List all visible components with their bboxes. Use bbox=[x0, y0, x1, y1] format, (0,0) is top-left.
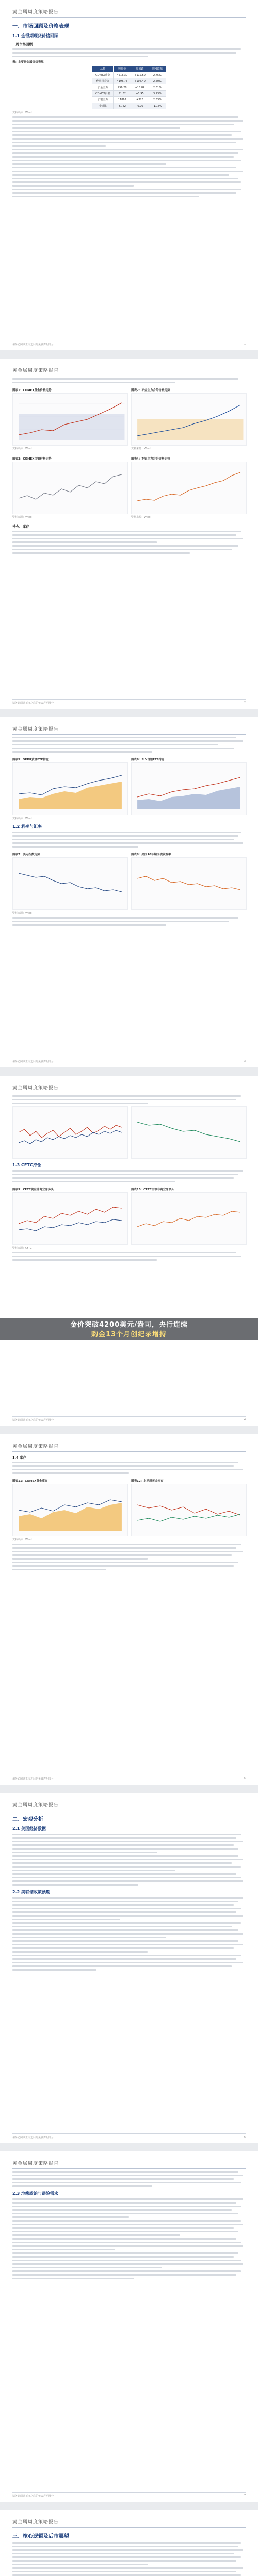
report-page-5 bbox=[0, 1434, 258, 1785]
table-cell: COMEX白银 bbox=[92, 91, 114, 97]
chart-caption: 图表7：美元指数走势 bbox=[12, 853, 40, 856]
body-paragraph bbox=[12, 1873, 246, 1886]
shfe-silver-chart bbox=[131, 462, 247, 514]
page-header-title: 黄金属周度策略报告 bbox=[12, 1086, 59, 1091]
table-cell: +18.84 bbox=[131, 84, 149, 91]
subsection-heading: 1.2 利率与汇率 bbox=[12, 824, 42, 829]
spdr-holdings-chart bbox=[12, 762, 128, 815]
body-paragraph bbox=[12, 2198, 246, 2218]
body-paragraph bbox=[12, 131, 246, 147]
chart-caption: 图表12：上期所黄金库存 bbox=[131, 1480, 164, 1483]
table-cell: 11862 bbox=[114, 97, 131, 103]
body-paragraph bbox=[12, 1462, 246, 1474]
headline-overlay-banner bbox=[0, 1318, 258, 1340]
table-cell: 81.62 bbox=[114, 103, 131, 109]
report-page-6 bbox=[0, 1793, 258, 2143]
subsection-heading: 2.3 地缘政治与避险需求 bbox=[12, 2191, 58, 2196]
table-cell: 沪银主力 bbox=[92, 97, 114, 103]
chart-caption: 图表9：CFTC黄金非商业净多头 bbox=[12, 1188, 54, 1191]
table-row bbox=[92, 78, 166, 84]
body-paragraph bbox=[12, 1544, 246, 1560]
footer-disclaimer: 请务必阅读正文之后的免责声明部分 bbox=[12, 343, 54, 346]
page-header bbox=[12, 1076, 246, 1093]
table-cell: +106.40 bbox=[131, 78, 149, 84]
table-cell: +326 bbox=[131, 97, 149, 103]
page-number: 4 bbox=[244, 1418, 246, 1421]
body-paragraph bbox=[12, 1922, 246, 1938]
chart-caption: 图表2：沪金主力合约价格走势 bbox=[131, 389, 170, 392]
body-paragraph bbox=[12, 531, 246, 543]
chart-source: 资料来源：Wind bbox=[12, 912, 32, 915]
body-paragraph bbox=[12, 149, 246, 165]
report-page-4 bbox=[0, 1076, 258, 1426]
body-paragraph bbox=[12, 2171, 246, 2187]
silver-price-chart bbox=[12, 462, 128, 514]
page-header-title: 黄金属周度策略报告 bbox=[12, 1444, 59, 1449]
page-header-title: 黄金属周度策略报告 bbox=[12, 2161, 59, 2166]
body-paragraph bbox=[12, 1562, 246, 1570]
chart-source: 资料来源：Wind bbox=[12, 817, 32, 820]
report-page-2 bbox=[0, 359, 258, 709]
page-header bbox=[12, 1434, 246, 1452]
table-cell: 金银比 bbox=[92, 103, 114, 109]
footer-disclaimer: 请务必阅读正文之后的免责声明部分 bbox=[12, 2495, 54, 2498]
subsection-heading: 2.2 美联储政策预期 bbox=[12, 1890, 50, 1894]
body-paragraph bbox=[12, 917, 246, 926]
chart-caption: 图表6：SLV白银ETF持仓 bbox=[131, 758, 165, 761]
overlay-line-2: 购金13个月创纪录增持 bbox=[91, 1331, 167, 1338]
chart-caption: 图表5：SPDR黄金ETF持仓 bbox=[12, 758, 49, 761]
page-header bbox=[12, 2510, 246, 2528]
table-cell: 4213.30 bbox=[114, 72, 131, 78]
section-heading: 三、核心逻辑及后市展望 bbox=[12, 2534, 69, 2539]
page-number: 1 bbox=[244, 343, 246, 346]
chart-source: 资料来源：CFTC bbox=[12, 1247, 32, 1250]
body-paragraph bbox=[12, 1955, 246, 1971]
gold-price-chart bbox=[12, 393, 128, 446]
page-header-title: 黄金属周度策略报告 bbox=[12, 1803, 59, 1808]
slv-holdings-chart bbox=[131, 762, 247, 815]
table-row bbox=[92, 84, 166, 91]
page-header-title: 黄金属周度策略报告 bbox=[12, 727, 59, 732]
table-row bbox=[92, 103, 166, 109]
page-footer bbox=[12, 2133, 246, 2139]
table-cell: 2.60% bbox=[149, 78, 166, 84]
table-cell: 4198.75 bbox=[114, 78, 131, 84]
chart-source: 资料来源：Wind bbox=[131, 447, 151, 450]
chart-caption: 图表1：COMEX黄金价格走势 bbox=[12, 389, 52, 392]
footer-disclaimer: 请务必阅读正文之后的免责声明部分 bbox=[12, 1060, 54, 1063]
page-footer bbox=[12, 341, 246, 346]
chart-source: 资料来源：Wind bbox=[131, 516, 151, 519]
body-paragraph bbox=[12, 2220, 246, 2236]
section-heading: 一、市场回顾及价格表现 bbox=[12, 24, 69, 29]
body-paragraph bbox=[12, 2238, 246, 2250]
body-paragraph bbox=[12, 1095, 246, 1104]
page-number: 3 bbox=[244, 1060, 246, 1063]
table-cell: COMEX黄金 bbox=[92, 72, 114, 78]
chart-source: 资料来源：Wind bbox=[12, 516, 32, 519]
chart-source: 资料来源：Wind bbox=[12, 1538, 32, 1541]
page-footer bbox=[12, 1058, 246, 1063]
real-rate-chart bbox=[131, 1106, 247, 1159]
page-header bbox=[12, 1793, 246, 1810]
chart-caption: 图表8：美国10年期国债收益率 bbox=[131, 853, 171, 856]
table-header-cell: 周涨跌 bbox=[131, 66, 149, 72]
subsection-heading: 2.1 美国经济数据 bbox=[12, 1826, 46, 1831]
chart-caption: 图表11：COMEX黄金库存 bbox=[12, 1480, 48, 1483]
section-heading: 二、宏观分析 bbox=[12, 1817, 43, 1822]
table-cell: 51.62 bbox=[114, 91, 131, 97]
body-paragraph bbox=[12, 1170, 246, 1182]
body-paragraph bbox=[12, 1252, 246, 1261]
body-paragraph bbox=[12, 2252, 246, 2268]
us10y-yield-chart bbox=[131, 857, 247, 910]
page-header-title: 黄金属周度策略报告 bbox=[12, 10, 59, 15]
footer-disclaimer: 请务必阅读正文之后的免责声明部分 bbox=[12, 1777, 54, 1781]
body-paragraph bbox=[12, 1940, 246, 1953]
body-paragraph bbox=[12, 1855, 246, 1871]
page-header-title: 黄金属周度策略报告 bbox=[12, 368, 59, 374]
chart-caption: 图表10：CFTC白银非商业净多头 bbox=[131, 1188, 174, 1191]
footer-disclaimer: 请务必阅读正文之后的免责声明部分 bbox=[12, 2136, 54, 2139]
table-source: 资料来源：Wind bbox=[12, 111, 32, 114]
subsection-heading: 1.1 金银期现货价格回顾 bbox=[12, 33, 58, 38]
price-table bbox=[92, 65, 166, 109]
page-footer bbox=[12, 2492, 246, 2498]
page-header bbox=[12, 2151, 246, 2169]
table-caption: 表：主要贵金属价格表现 bbox=[12, 61, 44, 64]
body-paragraph bbox=[12, 48, 246, 57]
comex-gold-stock-chart bbox=[12, 1484, 128, 1536]
table-header-cell: 周涨跌幅 bbox=[149, 66, 166, 72]
report-page-1 bbox=[0, 0, 258, 350]
page-footer bbox=[12, 699, 246, 705]
page-number: 2 bbox=[244, 701, 246, 704]
table-cell: +1.95 bbox=[131, 91, 149, 97]
page-number: 6 bbox=[244, 2136, 246, 2139]
chart-caption: 图表3：COMEX白银价格走势 bbox=[12, 457, 52, 461]
report-page-8 bbox=[0, 2510, 258, 2576]
body-paragraph bbox=[12, 737, 246, 753]
paragraph-heading: 一周市场回顾 bbox=[12, 42, 33, 46]
body-paragraph bbox=[12, 2567, 246, 2576]
body-paragraph bbox=[12, 2542, 246, 2565]
table-cell: -1.16% bbox=[149, 103, 166, 109]
cftc-silver-chart bbox=[131, 1192, 247, 1245]
page-header bbox=[12, 359, 246, 376]
cftc-gold-chart bbox=[12, 1192, 128, 1245]
page-number: 5 bbox=[244, 1777, 246, 1780]
page-header bbox=[12, 0, 246, 18]
table-row bbox=[92, 72, 166, 78]
body-paragraph bbox=[12, 545, 246, 554]
paragraph-heading: 持仓、库存 bbox=[12, 524, 29, 529]
body-paragraph bbox=[12, 116, 246, 129]
chart-source: 资料来源：Wind bbox=[12, 447, 32, 450]
subsection-heading: 1.3 CFTC持仓 bbox=[12, 1163, 41, 1167]
report-page-7 bbox=[0, 2151, 258, 2502]
usd-index-chart bbox=[12, 857, 128, 910]
body-paragraph bbox=[12, 1897, 246, 1920]
page-footer bbox=[12, 1775, 246, 1781]
body-paragraph bbox=[12, 189, 246, 197]
gold-silver-ratio-chart bbox=[12, 1106, 128, 1159]
table-cell: 956.28 bbox=[114, 84, 131, 91]
table-cell: 2.75% bbox=[149, 72, 166, 78]
body-paragraph bbox=[12, 378, 246, 383]
chart-caption: 图表4：沪银主力合约价格走势 bbox=[131, 457, 170, 461]
table-cell: 沪金主力 bbox=[92, 84, 114, 91]
table-cell: +112.60 bbox=[131, 72, 149, 78]
overlay-line-1: 金价突破4200美元/盎司，央行连续 bbox=[70, 1321, 188, 1329]
table-cell: 2.01% bbox=[149, 84, 166, 91]
page-header-title: 黄金属周度策略报告 bbox=[12, 2520, 59, 2525]
table-row bbox=[92, 97, 166, 103]
footer-disclaimer: 请务必阅读正文之后的免责声明部分 bbox=[12, 1419, 54, 1422]
table-cell: 2.83% bbox=[149, 97, 166, 103]
page-footer bbox=[12, 1416, 246, 1422]
table-cell: 3.93% bbox=[149, 91, 166, 97]
table-cell: -0.96 bbox=[131, 103, 149, 109]
page-number: 7 bbox=[244, 2494, 246, 2497]
paragraph-heading: 1.4 库存 bbox=[12, 1455, 26, 1460]
table-cell: 伦敦现货金 bbox=[92, 78, 114, 84]
body-paragraph bbox=[12, 167, 246, 187]
table-header-cell: 品种 bbox=[92, 66, 114, 72]
body-paragraph bbox=[12, 832, 246, 848]
shfe-gold-stock-chart bbox=[131, 1484, 247, 1536]
shfe-gold-chart bbox=[131, 393, 247, 446]
page-header bbox=[12, 717, 246, 735]
footer-disclaimer: 请务必阅读正文之后的免责声明部分 bbox=[12, 702, 54, 705]
table-header-row bbox=[92, 66, 166, 72]
table-header-cell: 收盘价 bbox=[114, 66, 131, 72]
table-row bbox=[92, 91, 166, 97]
report-page-3 bbox=[0, 717, 258, 1067]
body-paragraph bbox=[12, 2270, 246, 2279]
body-paragraph bbox=[12, 1834, 246, 1853]
